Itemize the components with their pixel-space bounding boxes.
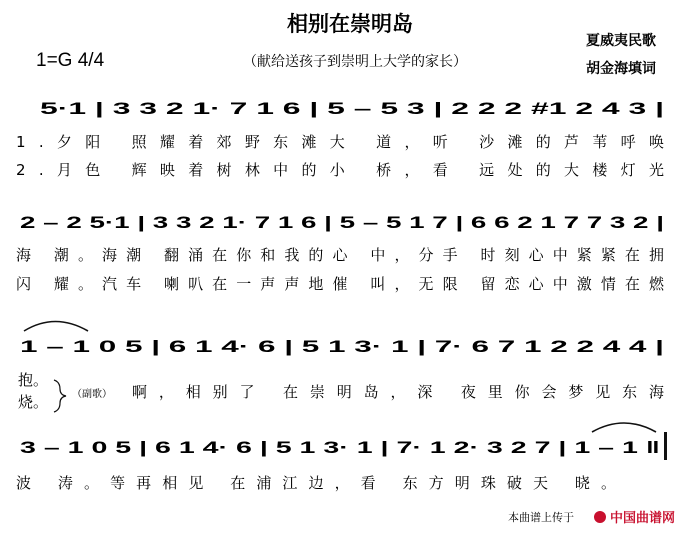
lyrics-line-3-verse-1: 抱。 <box>18 371 49 389</box>
composer-credit: 夏威夷民歌 <box>586 33 656 49</box>
site-logo-icon <box>594 511 606 523</box>
notation-line-1: 5·1 | 3 3 2 1· 7 1 6 | 5 – 5 3 | 2 2 2 #1 2 4 3 | <box>40 99 664 118</box>
upload-note: 本曲谱上传于 <box>508 511 574 524</box>
refrain-marker: （副歌） <box>72 389 112 400</box>
notation-line-2: 2 – 2 5·1 | 3 3 2 1· 7 1 6 | 5 – 5 1 7 | 6 6 2 1 7 7 3 2 | <box>20 213 664 232</box>
score-row-3 <box>18 322 664 413</box>
lyrics-line-2-verse-1: 海 潮。海潮 翻涌在你和我的心 中，分手 时刻心中紧紧在拥 <box>16 246 664 264</box>
final-barline-thick <box>664 432 667 460</box>
brace-symbol <box>54 380 66 412</box>
song-subtitle: （献给送孩子到崇明上大学的家长） <box>243 54 467 70</box>
lyrics-line-2-verse-2: 闪 耀。汽车 喇叭在一声声地催 叫，无限 留恋心中激情在燃 <box>16 275 664 293</box>
key-signature: 1=G 4/4 <box>36 50 105 71</box>
lyricist-credit: 胡金海填词 <box>586 61 656 77</box>
lyrics-line-3: 啊，相别了 在崇明岛，深 夜里你会梦见东海 <box>132 383 664 401</box>
lyrics-line-1-verse-1: 1.夕阳 照耀着郊野东滩大 道，听 沙滩的芦苇呼唤 <box>16 133 664 151</box>
notation-line-4: 3 – 1 0 5 | 6 1 4· 6 | 5 1 3· 1 | 7· 1 2· 3 2 7 | 1 – 1 ‖ <box>20 438 660 457</box>
lyrics-line-4: 波 涛。等再相见 在浦江边，看 东方明珠破天 晓。 <box>16 474 616 492</box>
score-row-2 <box>16 213 665 293</box>
song-title: 相别在崇明岛 <box>287 12 413 36</box>
score-row-4 <box>16 423 667 492</box>
lyrics-line-3-verse-2: 烧。 <box>18 393 49 411</box>
score-row-1 <box>16 99 664 179</box>
footer <box>508 510 675 526</box>
lyrics-line-1-verse-2: 2.月色 辉映着树林中的小 桥，看 远处的大楼灯光 <box>16 161 664 179</box>
site-name: 中国曲谱网 <box>610 511 676 526</box>
tie-arc <box>24 322 88 332</box>
tie-arc-final <box>592 423 656 432</box>
notation-line-3: 1 – 1 0 5 | 6 1 4· 6 | 5 1 3· 1 | 7· 6 7 1 2 2 4 4 | <box>20 337 664 356</box>
